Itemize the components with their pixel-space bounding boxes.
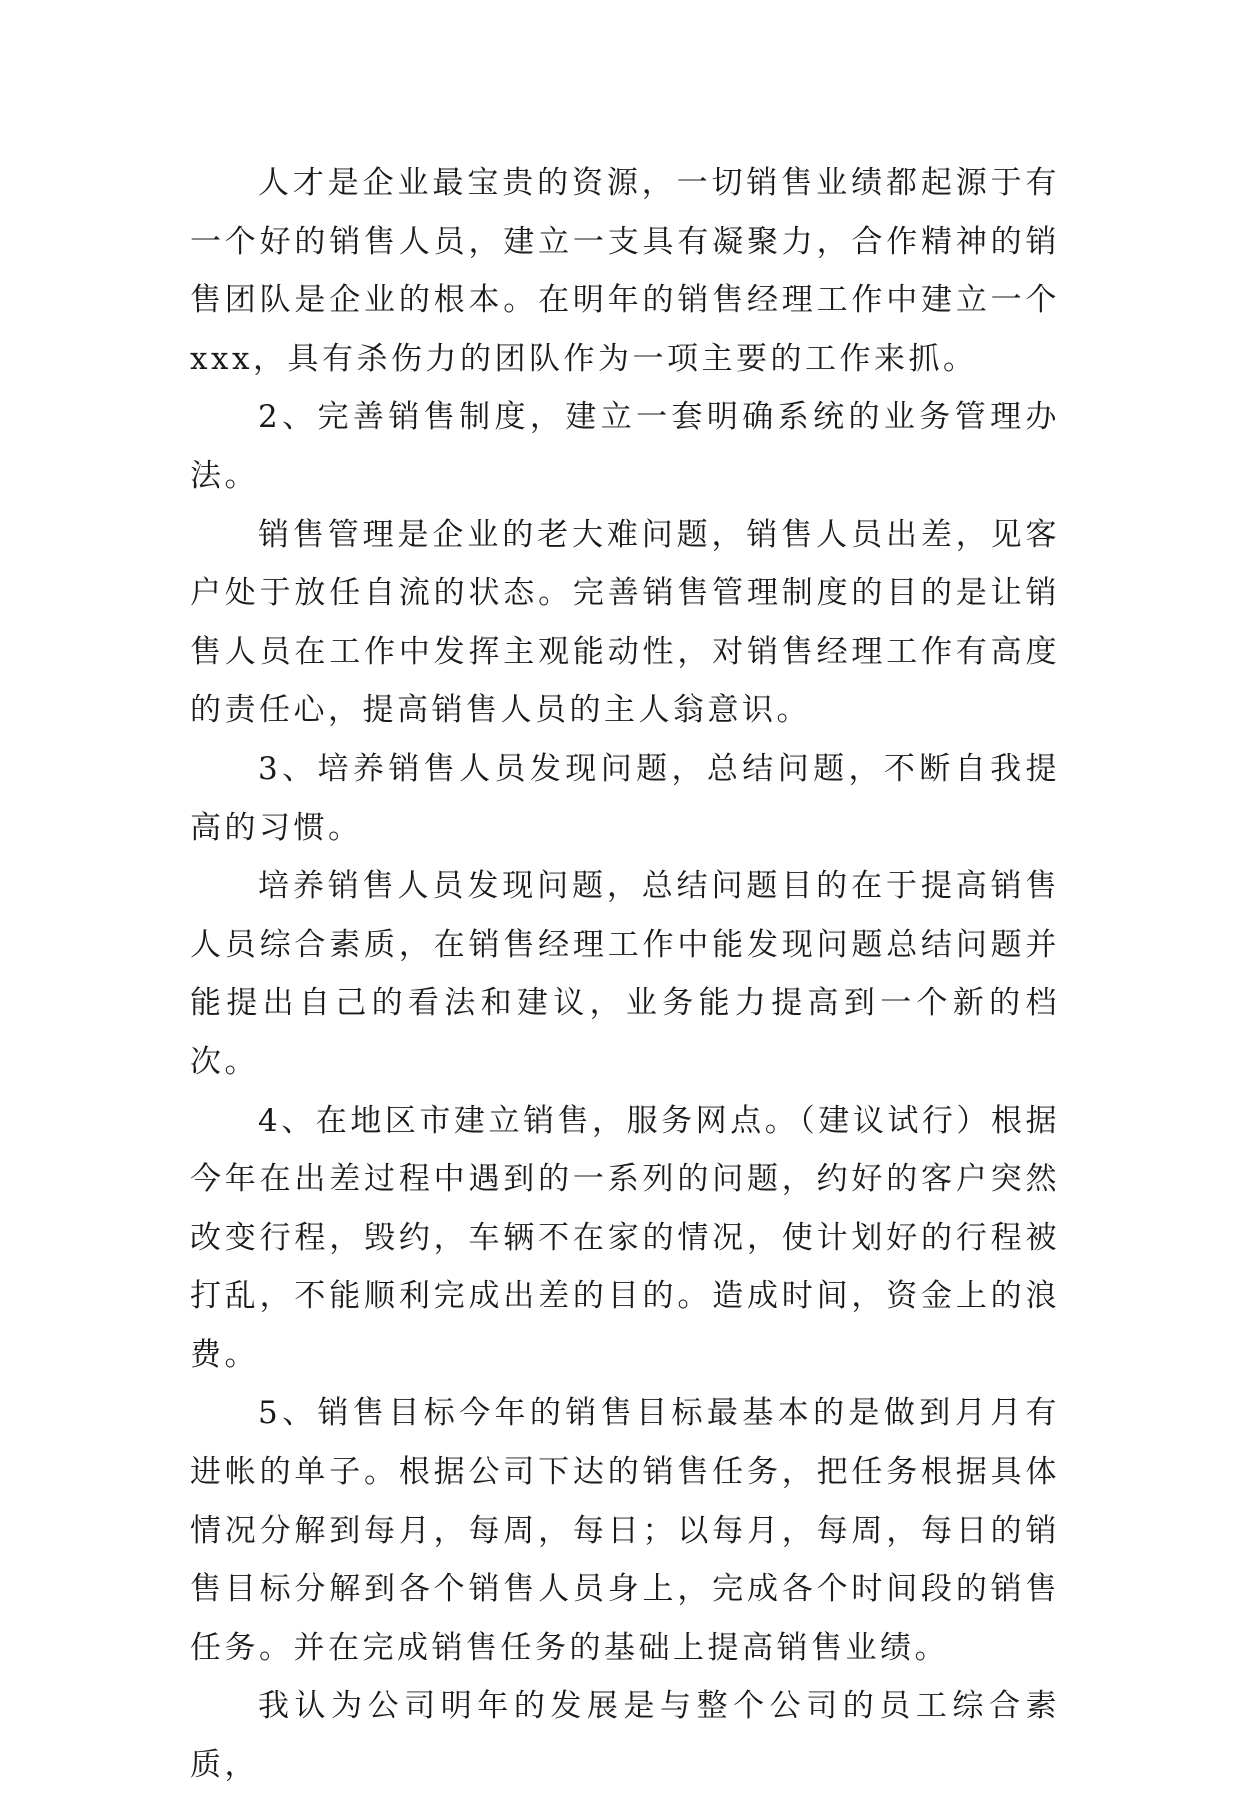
document-body (190, 154, 1060, 1795)
paragraph-training: 培养销售人员发现问题，总结问题目的在于提高销售人员综合素质，在销售经理工作中能发现问题总结问题并能提出自己的看法和建议，业务能力提高到一个新的档次。 (190, 868, 1060, 1080)
paragraph-item-4: 4、在地区市建立销售，服务网点。（建议试行）根据今年在出差过程中遇到的一系列的问题，约好的客户突然改变行程，毁约，车辆不在家的情况，使计划好的行程被打乱，不能顺利完成出差的目的。造成时间，资金上的浪费。 (190, 1102, 1060, 1373)
paragraph-sales-management: 销售管理是企业的老大难问题，销售人员出差，见客户处于放任自流的状态。完善销售管理制度的目的是让销售人员在工作中发挥主观能动性，对销售经理工作有高度的责任心，提高销售人员的主人翁意识。 (190, 516, 1060, 729)
paragraph-talent: 人才是企业最宝贵的资源，一切销售业绩都起源于有一个好的销售人员，建立一支具有凝聚力，合作精神的销售团队是企业的根本。在明年的销售经理工作中建立一个 xxx，具有杀伤力的团队作为一项主要的工作来抓。 (190, 165, 1060, 377)
paragraph-item-5: 5、销售目标今年的销售目标最基本的是做到月月有进帐的单子。根据公司下达的销售任务，把任务根据具体情况分解到每月，每周，每日；以每月，每周，每日的销售目标分解到各个销售人员身上，完成各个时间段的销售任务。并在完成销售任务的基础上提高销售业绩。 (190, 1395, 1060, 1666)
paragraph-item-3-heading: 3、培养销售人员发现问题，总结问题，不断自我提高的习惯。 (190, 750, 1060, 846)
paragraph-conclusion: 我认为公司明年的发展是与整个公司的员工综合素质， (190, 1688, 1060, 1784)
paragraph-item-2-heading: 2、完善销售制度，建立一套明确系统的业务管理办法。 (190, 399, 1060, 494)
